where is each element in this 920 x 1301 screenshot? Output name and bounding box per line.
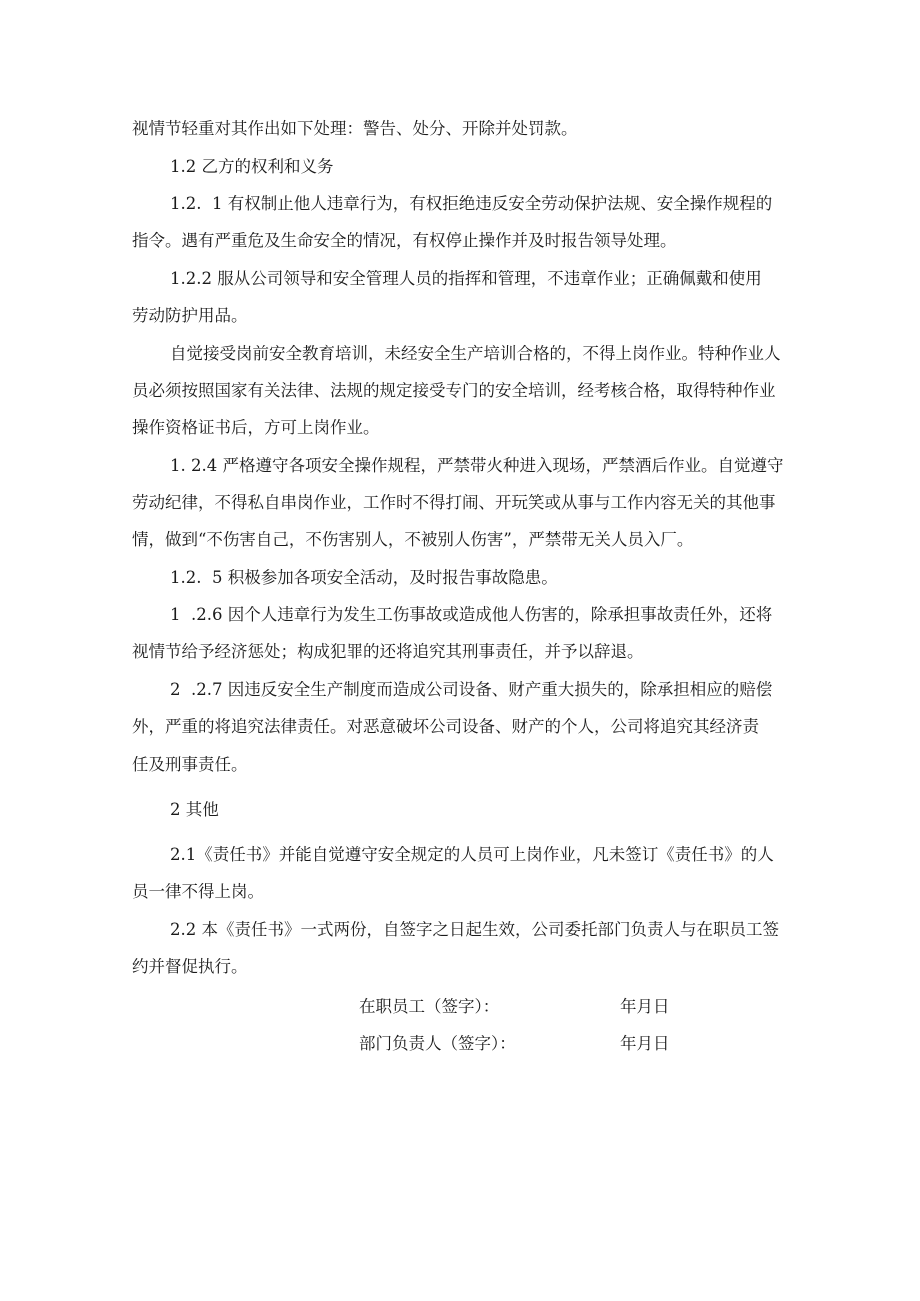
text-line: 指令。遇有严重危及生命安全的情况，有权停止操作并及时报告领导处理。 <box>132 231 677 250</box>
signature-date-manager: 年月日 <box>620 1034 670 1053</box>
text-line: 约并督促执行。 <box>132 957 248 976</box>
section-heading: 1.2 乙方的权利和义务 <box>170 157 334 176</box>
section-heading: 2 其他 <box>170 800 219 819</box>
text-line: 员必须按照国家有关法律、法规的规定接受专门的安全培训，经考核合格，取得特种作业 <box>132 381 776 400</box>
text-line: 视情节轻重对其作出如下处理：警告、处分、开除并处罚款。 <box>132 119 578 138</box>
text-line: 任及刑事责任。 <box>132 755 248 774</box>
signature-label-employee: 在职员工（签字）： <box>359 997 500 1016</box>
text-line: 视情节给予经济惩处；构成犯罪的还将追究其刑事责任，并予以辞退。 <box>132 642 644 661</box>
signature-label-manager: 部门负责人（签字）： <box>359 1034 516 1053</box>
text-line: 员一律不得上岗。 <box>132 882 264 901</box>
text-line: 1.2. 1 有权制止他人违章行为，有权拒绝违反安全劳动保护法规、安全操作规程的 <box>170 194 773 213</box>
text-line: 2.1《责任书》并能自觉遵守安全规定的人员可上岗作业，凡未签订《责任书》的人 <box>170 845 774 864</box>
text-line: 2 .2.7 因违反安全生产制度而造成公司设备、财产重大损失的，除承担相应的赔偿 <box>170 680 773 699</box>
text-line: 情，做到“不伤害自己，不伤害别人，不被别人伤害”，严禁带无关人员入厂。 <box>132 530 694 549</box>
text-line: 劳动防护用品。 <box>132 306 248 325</box>
text-line: 操作资格证书后，方可上岗作业。 <box>132 418 380 437</box>
text-line: 自觉接受岗前安全教育培训，未经安全生产培训合格的，不得上岗作业。特种作业人 <box>170 344 781 363</box>
text-line: 1 .2.6 因个人违章行为发生工伤事故或造成他人伤害的，除承担事故责任外，还将 <box>170 605 773 624</box>
text-line: 1.2. 5 积极参加各项安全活动，及时报告事故隐患。 <box>170 568 558 587</box>
text-line: 1. 2.4 严格遵守各项安全操作规程，严禁带火种进入现场，严禁酒后作业。自觉遵守 <box>170 456 784 475</box>
text-line: 劳动纪律，不得私自串岗作业，工作时不得打闹、开玩笑或从事与工作内容无关的其他事 <box>132 493 776 512</box>
text-line: 2.2 本《责任书》一式两份，自签字之日起生效，公司委托部门负责人与在职员工签 <box>170 920 779 939</box>
signature-date-employee: 年月日 <box>620 997 670 1016</box>
text-line: 外，严重的将追究法律责任。对恶意破坏公司设备、财产的个人，公司将追究其经济责 <box>132 717 759 736</box>
text-line: 1.2.2 服从公司领导和安全管理人员的指挥和管理，不违章作业；正确佩戴和使用 <box>170 269 762 288</box>
